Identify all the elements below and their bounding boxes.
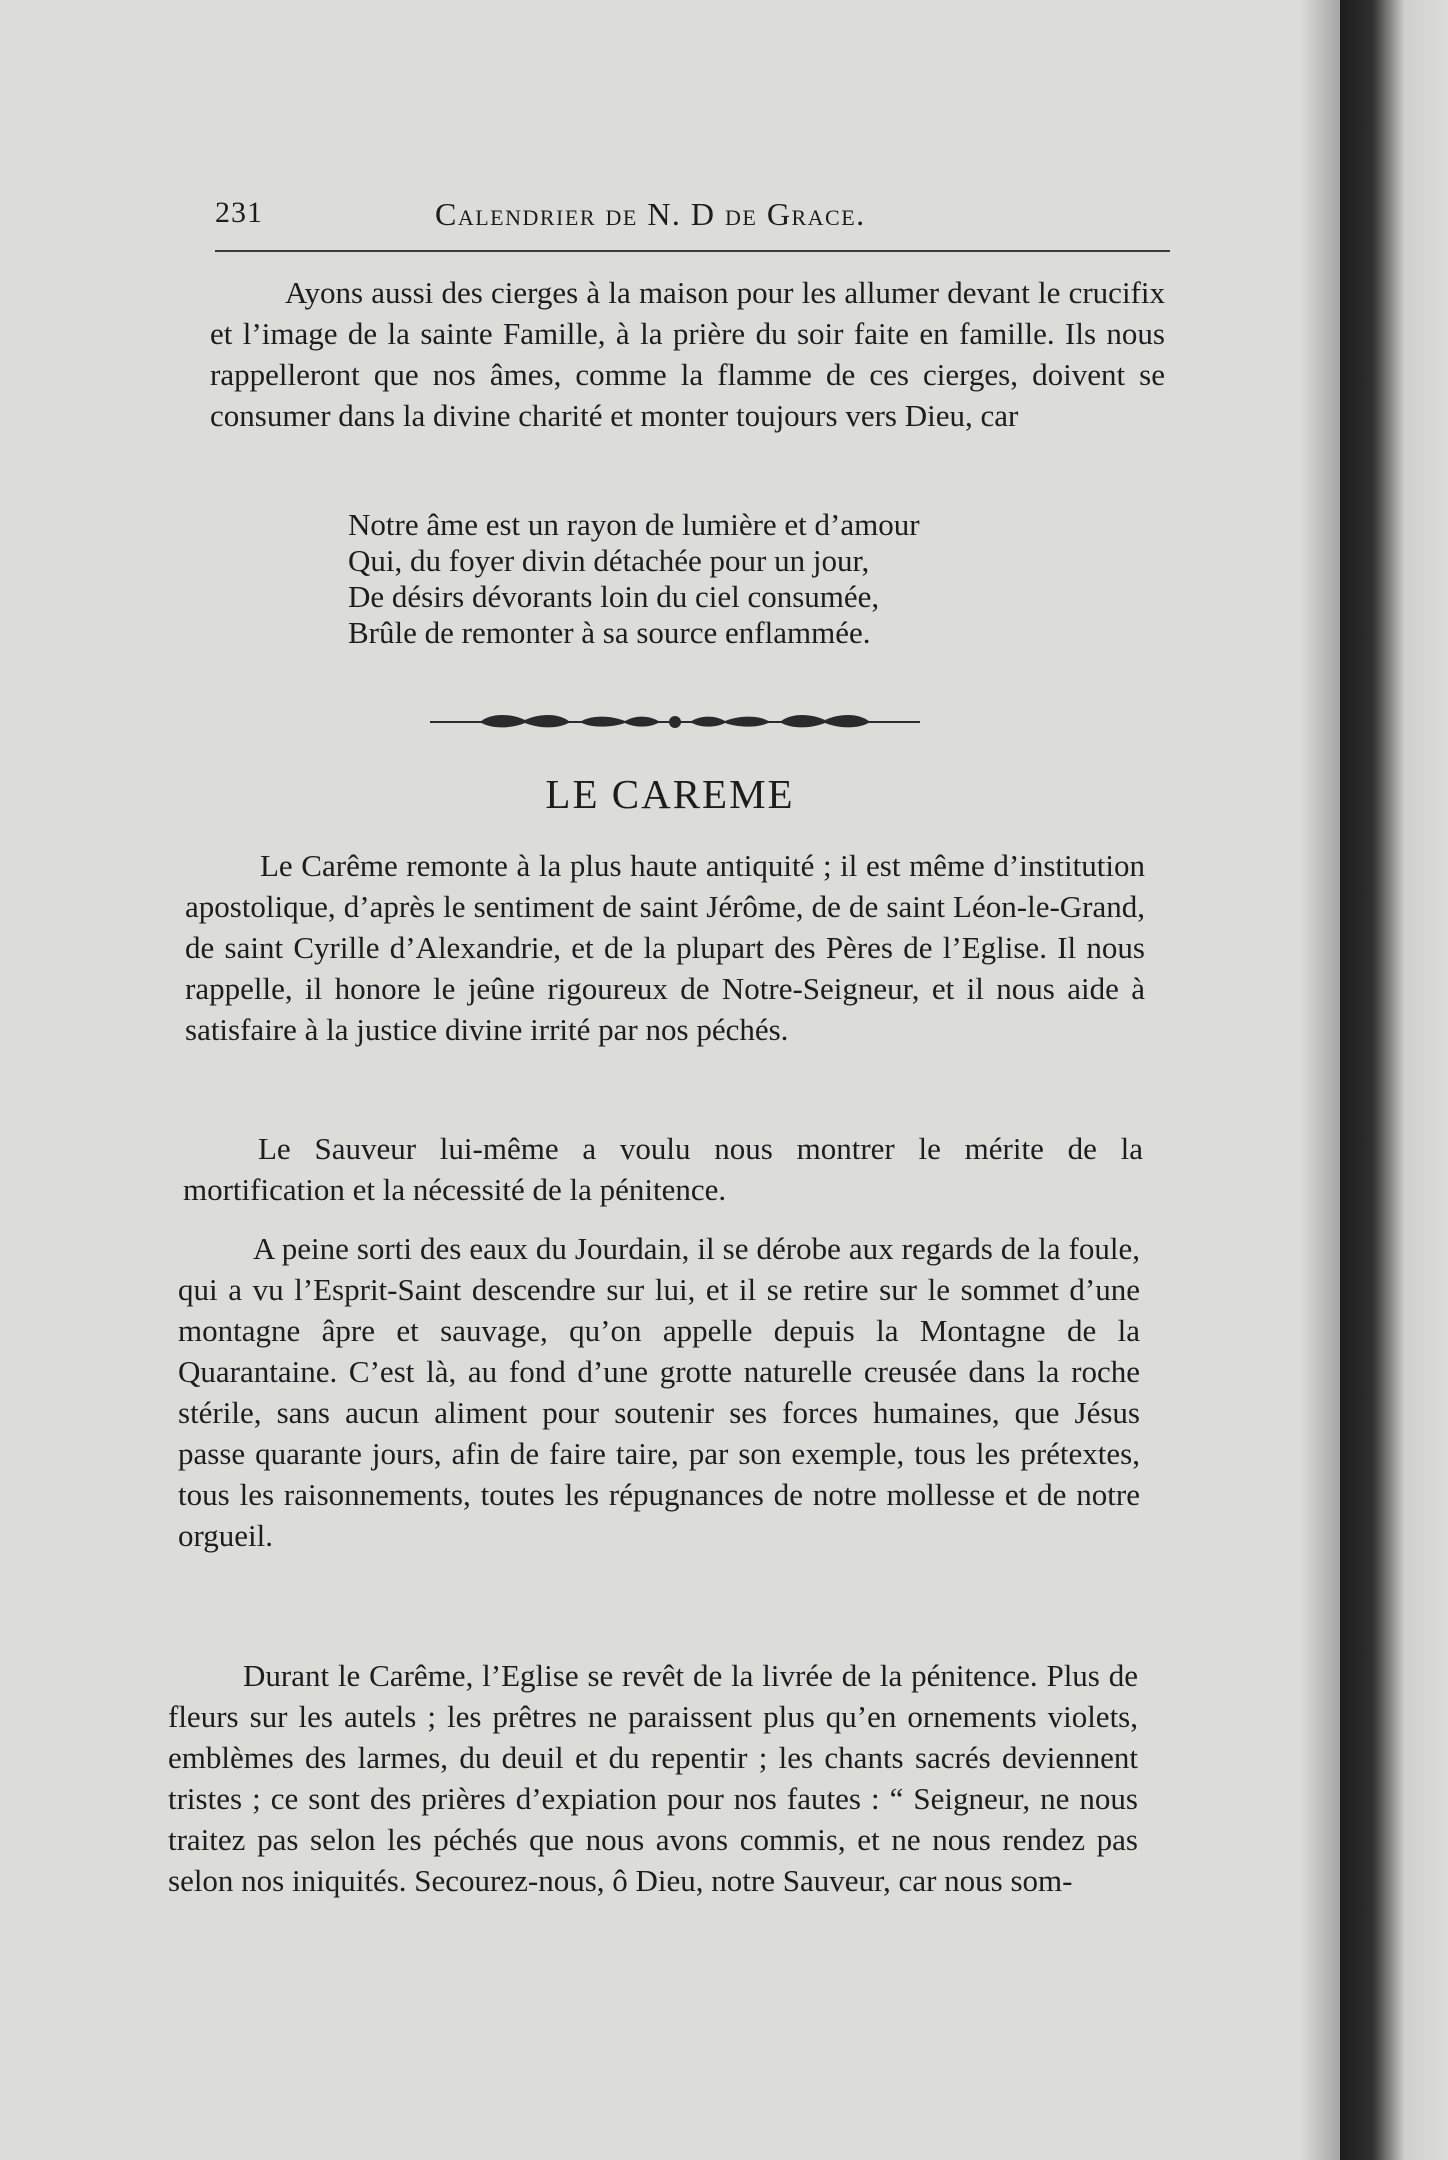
verse-line: De désirs dévorants loin du ciel consumée, [348, 579, 880, 614]
header-rule [215, 250, 1170, 252]
verse-block [348, 507, 1068, 651]
body-paragraph: Le Carême remonte à la plus haute antiquité ; il est même d’institution apostolique, d’après le sentiment de saint Jérôme, de de saint Léon-le-Grand, de saint Cyrille d’Alexandrie, et de la plupart des Pères de l’Eglise. Il nous rappelle, il honore le jeûne rigoureux de Notre-Seigneur, et il nous aide à satisfaire à la justice divine irrité par nos péchés. [185, 848, 1145, 1047]
page-edge-shadow [1300, 0, 1340, 2160]
section-heading: LE CAREME [545, 771, 795, 817]
running-title: Calendrier de N. D de Grace. [435, 196, 866, 232]
intro-paragraph: Ayons aussi des cierges à la maison pour les allumer devant le crucifix et l’image de la sainte Famille, à la prière du soir faite en famille. Ils nous rappelleront que nos âmes, comme la flamme de ces cierges, doivent se consumer dans la divine charité et monter toujours vers Dieu, car [210, 275, 1165, 433]
verse-line: Brûle de remonter à sa source enflammée. [348, 615, 871, 650]
verse-line: Qui, du foyer divin détachée pour un jour, [348, 543, 870, 578]
page-number: 231 [215, 196, 263, 229]
running-header [215, 196, 1170, 246]
verse-line: Notre âme est un rayon de lumière et d’amour [348, 507, 920, 542]
body-paragraph: Le Sauveur lui-même a voulu nous montrer le mérite de la mortification et la nécessité de la pénitence. [183, 1131, 1143, 1207]
fleuron-ornament [430, 705, 920, 735]
body-paragraph: A peine sorti des eaux du Jourdain, il se dérobe aux regards de la foule, qui a vu l’Esprit-Saint descendre sur lui, et il se retire sur le sommet d’une montagne âpre et sauvage, qu’on appelle depuis la Montagne de la Quarantaine. C’est là, au fond d’une grotte naturelle creusée dans la roche stérile, sans aucun aliment pour soutenir ses forces humaines, que Jésus passe quarante jours, afin de faire taire, par son exemple, tous les prétextes, tous les raisonnements, toutes les répugnances de notre mollesse et de notre orgueil. [178, 1231, 1140, 1553]
adjacent-page-edge [1340, 0, 1448, 2160]
body-paragraph: Durant le Carême, l’Eglise se revêt de la livrée de la pénitence. Plus de fleurs sur les autels ; les prêtres ne paraissent plus qu’en ornements violets, emblèmes des larmes, du deuil et du repentir ; les chants sacrés deviennent tristes ; ce sont des prières d’expiation pour nos fautes : “ Seigneur, ne nous traitez pas selon les péchés que nous avons commis, et ne nous rendez pas selon nos iniquités. Secourez-nous, ô Dieu, notre Sauveur, car nous som- [168, 1658, 1138, 1898]
